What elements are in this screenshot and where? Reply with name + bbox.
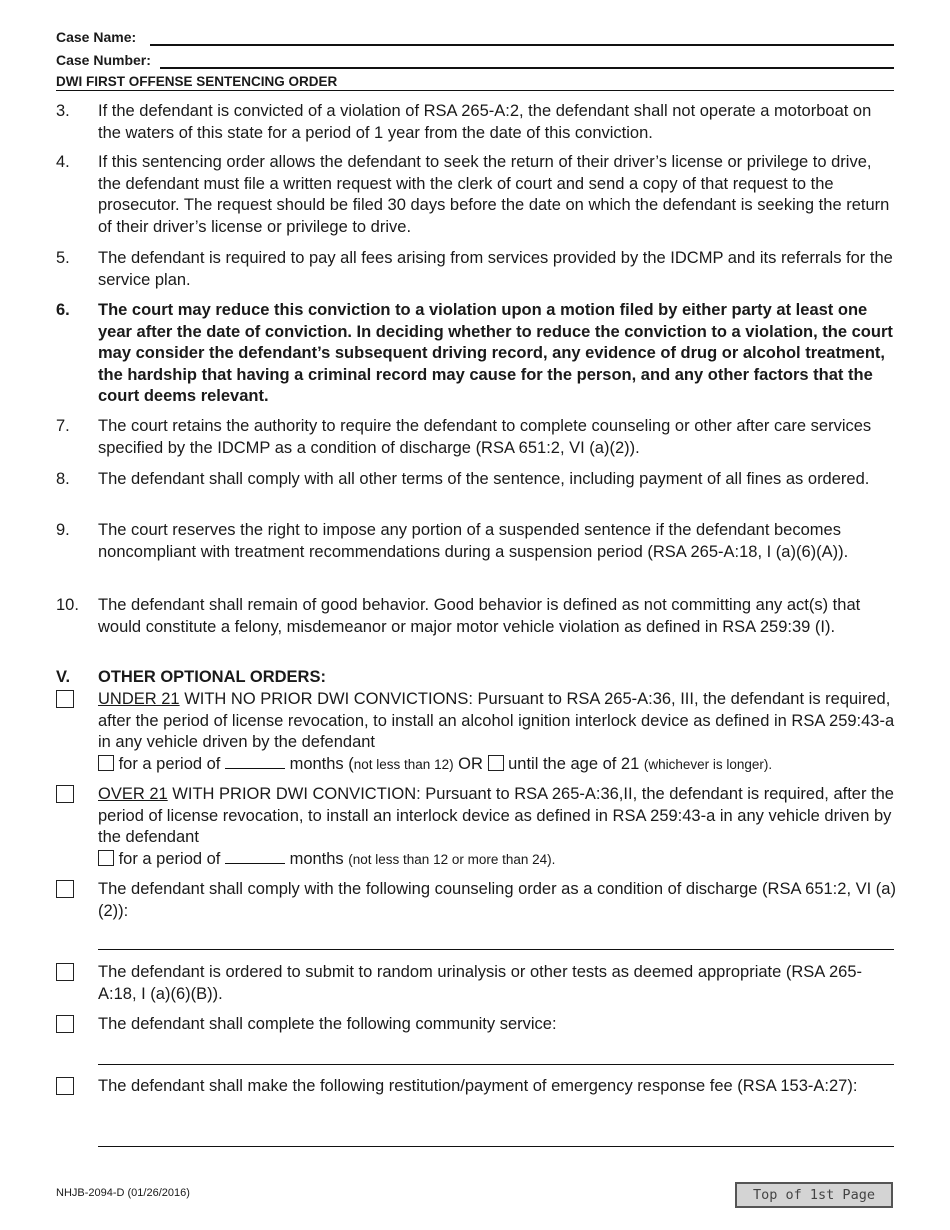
period-prefix: for a period of [114, 754, 225, 773]
header-divider [56, 90, 894, 91]
item-text: If this sentencing order allows the defendant to seek the return of their driver’s license or privilege to drive, the defendant must file a written request with the clerk of court and send a copy of that request to the prosecutor. The request should be filed 30 days before the date on which the defendant is seeking the return of their driver’s license or privilege to drive. [98, 153, 890, 236]
item-text: The defendant shall comply with all other terms of the sentence, including payment of all fines as ordered. [98, 470, 870, 488]
months-text: months ( [284, 754, 354, 773]
restitution-text: The defendant shall make the following restitution/payment of emergency response fee (RSA 153-A:27): [98, 1077, 858, 1095]
item-text: The court reserves the right to impose any portion of a suspended sentence if the defendant becomes noncompliant with treatment recommendations during a suspension period (RSA 265-A:18, I (a)(6)(A)). [98, 521, 849, 561]
community-service-option [56, 1014, 896, 1036]
until-21-checkbox[interactable] [488, 755, 504, 771]
form-code: NHJB-2094-D (01/26/2016) [56, 1187, 190, 1199]
under-21-text [98, 689, 896, 775]
restitution-field[interactable] [98, 1146, 894, 1147]
item-8 [56, 469, 896, 513]
over-21-period-checkbox[interactable] [98, 850, 114, 866]
over-21-text [98, 784, 896, 870]
period-prefix: for a period of [114, 849, 225, 868]
under-21-period-checkbox[interactable] [98, 755, 114, 771]
section-number: V. [56, 668, 71, 686]
item-text: The defendant shall remain of good behavior. Good behavior is defined as not committing any act(s) that would constitute a felony, misdemeanor or major motor vehicle violation as defined in RSA 259:39 (I). [98, 596, 861, 636]
item-7 [56, 416, 896, 460]
item-number: 7. [56, 417, 70, 435]
item-number: 6. [56, 301, 70, 319]
community-service-text: The defendant shall complete the following community service: [98, 1015, 557, 1033]
over-21-body: WITH PRIOR DWI CONVICTION: Pursuant to RSA 265-A:36,II, the defendant is required, after the period of license revocation, to install an interlock device as defined in RSA 259:43-a in any vehicle driven by the defendant [98, 785, 894, 846]
item-5 [56, 248, 896, 292]
under-21-option [56, 689, 896, 777]
section-v-heading [56, 667, 896, 689]
case-number-field[interactable] [160, 67, 894, 69]
item-text: The court may reduce this conviction to a violation upon a motion filed by either party at least one year after the date of conviction. In deciding whether to reduce the conviction to a violation, the court may consider the defendant’s subsequent driving record, any evidence of drug or alcohol treatment, the hardship that having a criminal record may cause for the person, and any other factors that the court deems relevant. [98, 301, 893, 405]
item-text: If the defendant is convicted of a violation of RSA 265-A:2, the defendant shall not operate a motorboat on the waters of this state for a period of 1 year from the date of this conviction. [98, 102, 872, 142]
item-number: 5. [56, 249, 70, 267]
restitution-option [56, 1076, 896, 1120]
counseling-checkbox[interactable] [56, 880, 74, 898]
over-21-label: OVER 21 [98, 785, 168, 803]
counseling-option [56, 879, 896, 923]
item-number: 10. [56, 596, 79, 614]
months-note: (not less than 12 or more than 24). [348, 851, 556, 867]
item-number: 8. [56, 470, 70, 488]
section-title: OTHER OPTIONAL ORDERS: [98, 668, 326, 686]
order-title-text: DWI FIRST OFFENSE SENTENCING ORDER [56, 74, 338, 89]
over-21-option [56, 784, 896, 872]
restitution-checkbox[interactable] [56, 1077, 74, 1095]
item-number: 9. [56, 521, 70, 539]
community-service-checkbox[interactable] [56, 1015, 74, 1033]
case-number-label: Case Number: [56, 52, 151, 68]
item-number: 4. [56, 153, 70, 171]
or-text: OR [453, 754, 488, 773]
months-note: not less than 12) [353, 756, 454, 772]
case-name-label: Case Name: [56, 29, 137, 45]
item-text: The court retains the authority to require the defendant to complete counseling or other after care services specified by the IDCMP as a condition of discharge (RSA 651:2, VI (a)(2)). [98, 417, 872, 457]
over-21-months-field[interactable] [225, 849, 285, 864]
item-text: The defendant is required to pay all fees arising from services provided by the IDCMP and its referrals for the service plan. [98, 249, 893, 289]
item-10 [56, 595, 896, 661]
counseling-field[interactable] [98, 949, 894, 950]
urinalysis-option [56, 962, 896, 1006]
urinalysis-checkbox[interactable] [56, 963, 74, 981]
top-of-first-page-button[interactable]: Top of 1st Page [735, 1182, 893, 1208]
months-text: months [284, 849, 349, 868]
item-3 [56, 101, 896, 145]
item-number: 3. [56, 102, 70, 120]
item-4 [56, 152, 896, 240]
under-21-months-field[interactable] [225, 754, 285, 769]
under-21-checkbox[interactable] [56, 690, 74, 708]
until-text: until the age of 21 [503, 754, 644, 773]
community-service-field[interactable] [98, 1064, 894, 1065]
order-title [56, 74, 894, 89]
under-21-label: UNDER 21 [98, 690, 180, 708]
under-21-body: WITH NO PRIOR DWI CONVICTIONS: Pursuant to RSA 265-A:36, III, the defendant is required, after the period of license revocation, to install an alcohol ignition interlock device as defined in RSA 259:43-a in any vehicle driven by the defendant [98, 690, 895, 751]
case-name-field[interactable] [150, 44, 894, 46]
item-6 [56, 300, 896, 408]
item-9 [56, 520, 896, 586]
urinalysis-text: The defendant is ordered to submit to random urinalysis or other tests as deemed appropriate (RSA 265-A:18, I (a)(6)(B)). [98, 963, 862, 1003]
until-note: (whichever is longer). [643, 756, 773, 772]
case-name-row [56, 29, 894, 45]
counseling-text: The defendant shall comply with the following counseling order as a condition of discharge (RSA 651:2, VI (a)(2)): [98, 880, 896, 920]
case-number-row [56, 52, 894, 68]
over-21-checkbox[interactable] [56, 785, 74, 803]
